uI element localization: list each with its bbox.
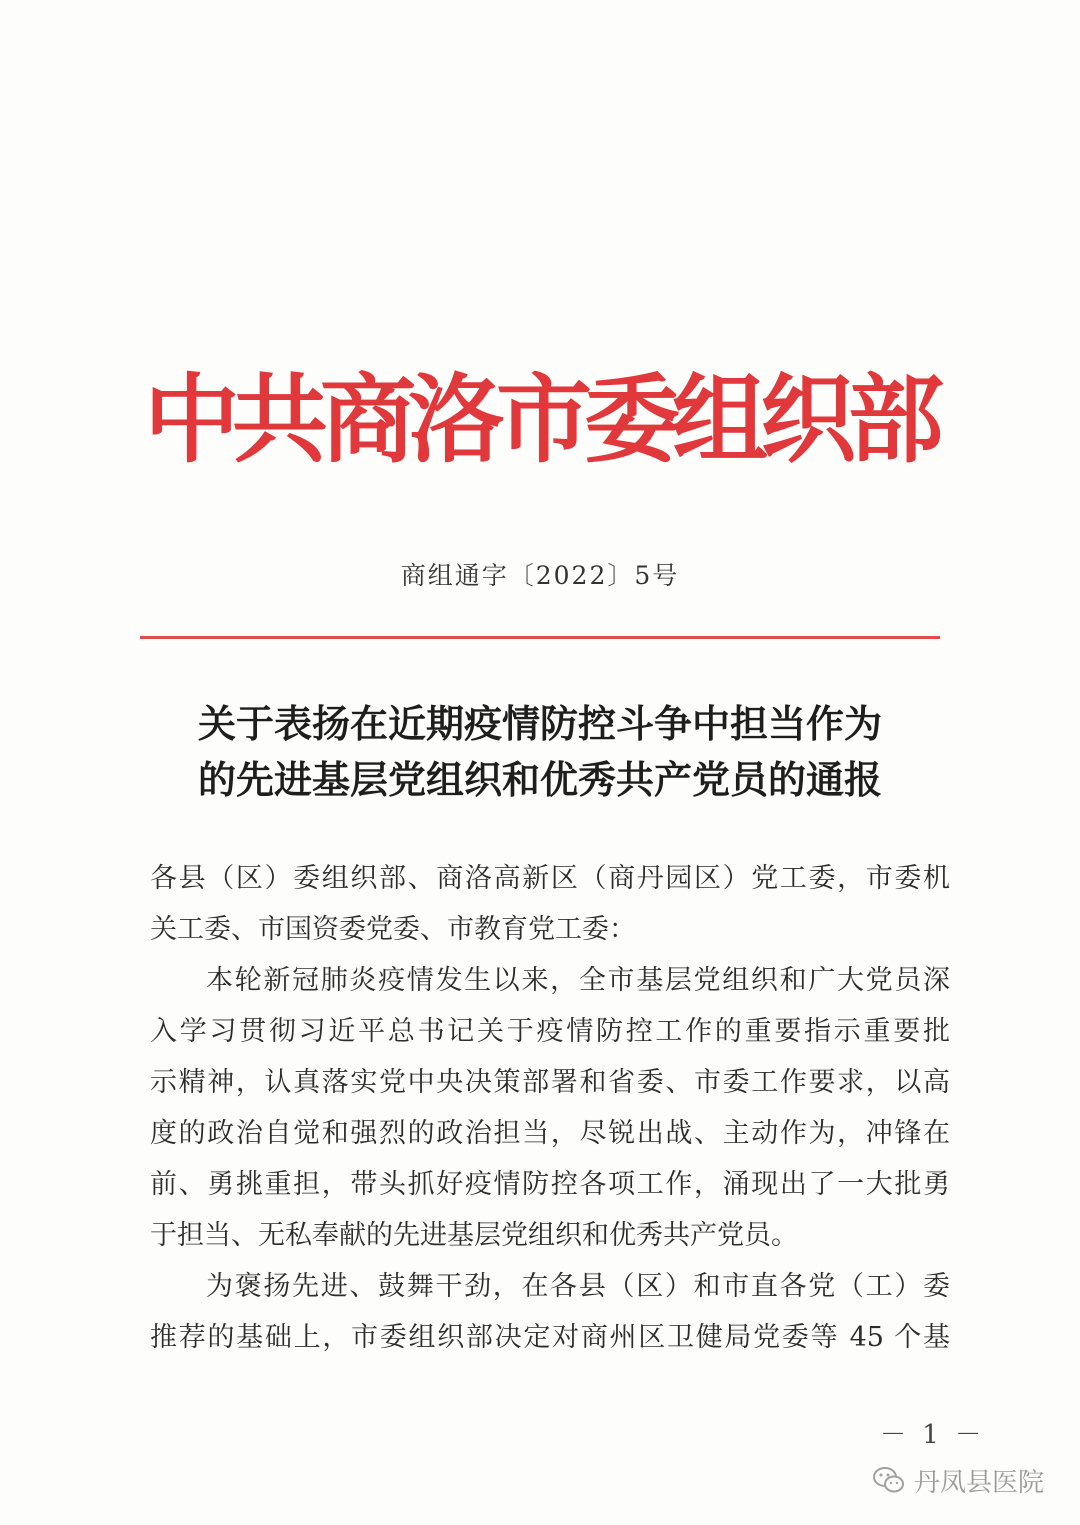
title-line-2: 的先进基层党组织和优秀共产党员的通报 <box>197 758 882 802</box>
salutation-line-2: 关工委、市国资委党委、市教育党工委： <box>150 914 636 945</box>
page-number: － 1 － <box>880 1420 986 1450</box>
paragraph-1-line-1: 本轮新冠肺炎疫情发生以来，全市基层党组织和广大党员深 <box>206 965 950 996</box>
masthead: 中共商洛市委组织部 <box>144 364 936 476</box>
title-line-1: 关于表扬在近期疫情防控斗争中担当作为 <box>197 702 882 746</box>
paragraph-2-line-1: 为褒扬先进、鼓舞干劲，在各县（区）和市直各党（工）委 <box>206 1271 950 1302</box>
document-title <box>0 696 1080 808</box>
paragraph-1-line-2: 入学习贯彻习近平总书记关于疫情防控工作的重要指示重要批 <box>150 1016 950 1047</box>
paragraph-1-line-5: 前、勇挑重担，带头抓好疫情防控各项工作，涌现出了一大批勇 <box>150 1169 950 1200</box>
salutation-line-1: 各县（区）委组织部、商洛高新区（商丹园区）党工委，市委机 <box>150 863 950 894</box>
paragraph-2-line-2: 推荐的基础上，市委组织部决定对商州区卫健局党委等 45 个基 <box>150 1322 950 1353</box>
paragraph-1-line-6: 于担当、无私奉献的先进基层党组织和优秀共产党员。 <box>150 1220 798 1251</box>
wechat-icon <box>872 1465 906 1495</box>
red-divider <box>140 636 940 639</box>
document-body <box>150 853 950 1363</box>
watermark <box>872 1460 1044 1500</box>
document-number: 商组通字〔2022〕5号 <box>400 561 680 590</box>
paragraph-1-line-3: 示精神，认真落实党中央决策部署和省委、市委工作要求，以高 <box>150 1067 950 1098</box>
paragraph-1-line-4: 度的政治自觉和强烈的政治担当，尽锐出战、主动作为，冲锋在 <box>150 1118 950 1149</box>
watermark-text: 丹凤县医院 <box>914 1467 1045 1498</box>
